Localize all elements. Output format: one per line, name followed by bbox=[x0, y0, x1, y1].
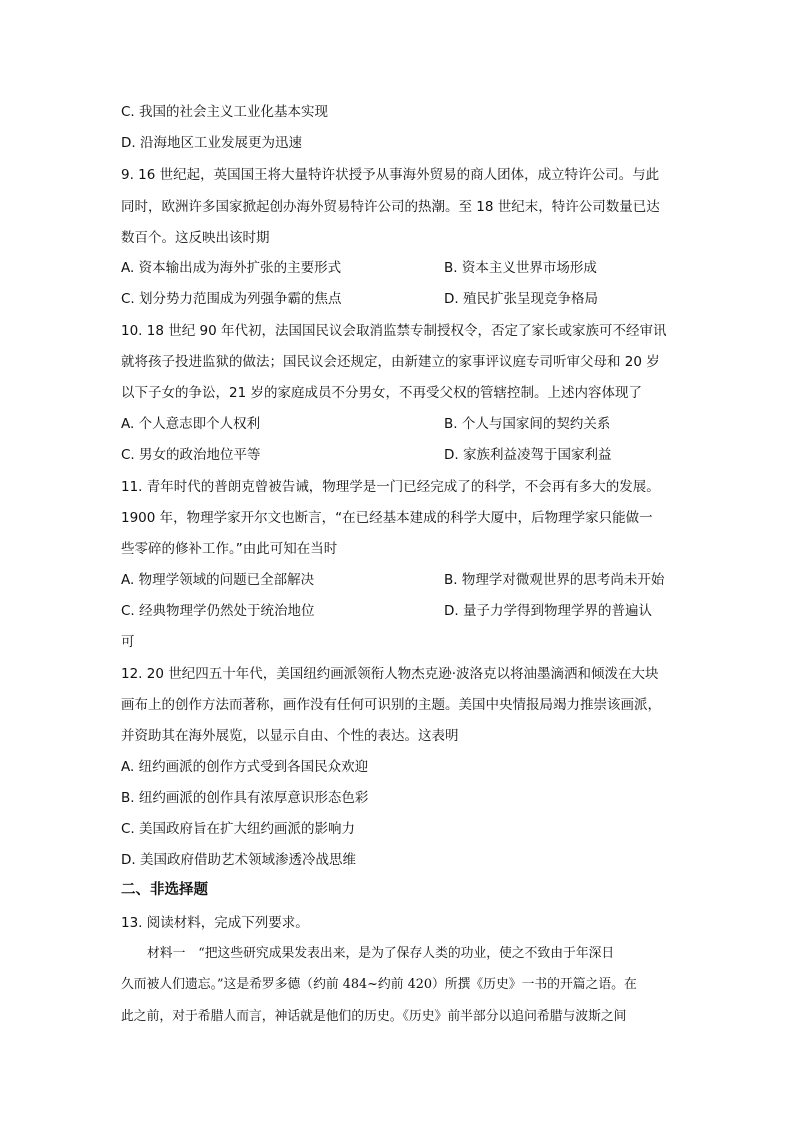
q10-option-b: B. 个人与国家间的契约关系 bbox=[444, 416, 611, 432]
q12-option-c: C. 美国政府旨在扩大纽约画派的影响力 bbox=[121, 821, 356, 837]
q10-option-d: D. 家族利益凌驾于国家利益 bbox=[444, 447, 612, 463]
q13-material-line-1: 材料一 “把这些研究成果发表出来，是为了保存人类的功业，使之不致由于年深日 bbox=[147, 946, 615, 961]
q12-stem-line-2: 画布上的创作方法而著称，画作没有任何可识别的主题。美国中央情报局竭力推崇该画派， bbox=[121, 697, 661, 713]
q12-option-a: A. 纽约画派的创作方式受到各国民众欢迎 bbox=[121, 759, 369, 775]
q9-stem-line-2: 同时，欧洲许多国家掀起创办海外贸易特许公司的热潮。至 18 世纪末，特许公司数量已达 bbox=[121, 199, 660, 215]
q10-stem-line-1: 10. 18 世纪 90 年代初，法国国民议会取消监禁专制授权令，否定了家长或家族可不经审讯 bbox=[121, 323, 667, 339]
q12-stem-line-1: 12. 20 世纪四五十年代，美国纽约画派领衔人物杰克逊·波洛克以将油墨滴洒和倾泼在大块 bbox=[121, 666, 659, 682]
q13-material-line-2: 久而被人们遗忘。”这是希罗多德（约前 484~约前 420）所撰《历史》一书的开篇之语。在 bbox=[121, 977, 637, 992]
q8-option-d: D. 沿海地区工业发展更为迅速 bbox=[121, 135, 302, 151]
q9-option-a: A. 资本输出成为海外扩张的主要形式 bbox=[121, 260, 342, 276]
q11-option-c: C. 经典物理学仍然处于统治地位 bbox=[121, 603, 315, 619]
q11-stem-line-2: 1900 年，物理学家开尔文也断言，“在已经基本建成的科学大厦中，后物理学家只能做一 bbox=[121, 510, 653, 526]
q10-option-a: A. 个人意志即个人权利 bbox=[121, 416, 261, 432]
q9-option-b: B. 资本主义世界市场形成 bbox=[444, 260, 597, 276]
q12-option-b: B. 纽约画派的创作具有浓厚意识形态色彩 bbox=[121, 790, 369, 806]
q11-option-b: B. 物理学对微观世界的思考尚未开始 bbox=[444, 572, 665, 588]
q9-option-d: D. 殖民扩张呈现竞争格局 bbox=[444, 291, 598, 307]
q10-option-c: C. 男女的政治地位平等 bbox=[121, 447, 261, 463]
q8-option-c: C. 我国的社会主义工业化基本实现 bbox=[121, 104, 329, 120]
q12-stem-line-3: 并资助其在海外展览，以显示自由、个性的表达。这表明 bbox=[121, 728, 459, 744]
q11-option-a: A. 物理学领域的问题已全部解决 bbox=[121, 572, 315, 588]
q13-material-line-3: 此之前，对于希腊人而言，神话就是他们的历史。《历史》前半部分以追问希腊与波斯之间 bbox=[121, 1009, 627, 1024]
section-heading: 二、非选择题 bbox=[121, 882, 208, 898]
q12-option-d: D. 美国政府借助艺术领域渗透冷战思维 bbox=[121, 852, 356, 868]
q11-option-d-continuation: 可 bbox=[121, 634, 135, 650]
q9-stem-line-3: 数百个。这反映出该时期 bbox=[121, 230, 270, 246]
q11-stem-line-3: 些零碎的修补工作。”由此可知在当时 bbox=[121, 541, 338, 557]
q13-stem: 13. 阅读材料，完成下列要求。 bbox=[121, 915, 309, 931]
q11-option-d: D. 量子力学得到物理学界的普遍认 bbox=[444, 603, 652, 619]
q9-stem-line-1: 9. 16 世纪起，英国国王将大量特许状授予从事海外贸易的商人团体，成立特许公司。与此 bbox=[121, 167, 660, 183]
q9-option-c: C. 划分势力范围成为列强争霸的焦点 bbox=[121, 291, 342, 307]
q10-stem-line-2: 就将孩子投进监狱的做法；国民议会还规定，由新建立的家事评议庭专司听审父母和 20 岁 bbox=[121, 354, 660, 370]
q10-stem-line-3: 以下子女的争讼，21 岁的家庭成员不分男女，不再受父权的管辖控制。上述内容体现了 bbox=[121, 385, 642, 401]
q11-stem-line-1: 11. 青年时代的普朗克曾被告诫，物理学是一门已经完成了的科学，不会再有多大的发展。 bbox=[121, 479, 660, 495]
